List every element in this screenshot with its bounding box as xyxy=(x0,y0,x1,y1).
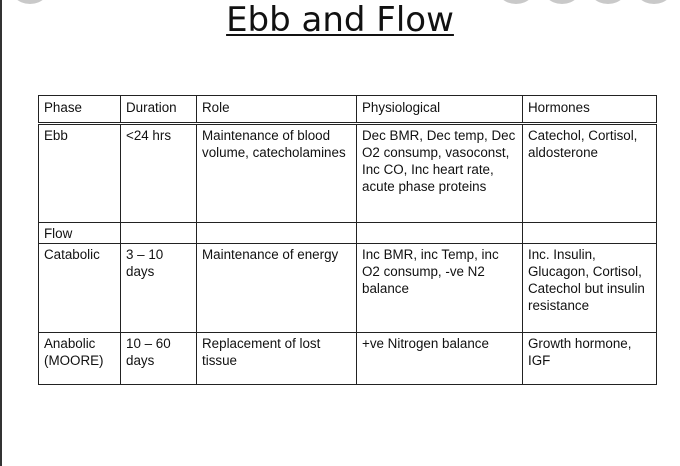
cell-phase: Catabolic xyxy=(39,244,121,333)
cell-role: Maintenance of blood volume, catecholamines xyxy=(197,124,357,223)
cell-hormones: Inc. Insulin, Glucagon, Cortisol, Catechol but insulin resistance xyxy=(523,244,657,333)
cell-role: Replacement of lost tissue xyxy=(197,333,357,385)
header-phase: Phase xyxy=(39,96,121,124)
header-duration: Duration xyxy=(121,96,197,124)
header-role: Role xyxy=(197,96,357,124)
cell-role: Maintenance of energy xyxy=(197,244,357,333)
cell-hormones: Growth hormone, IGF xyxy=(523,333,657,385)
ebb-flow-table xyxy=(38,95,657,385)
slide-title: Ebb and Flow xyxy=(226,0,454,40)
cell-hormones: Catechol, Cortisol, aldosterone xyxy=(523,124,657,223)
cell-hormones xyxy=(523,223,657,244)
table-row xyxy=(39,333,657,385)
cell-physiological: Dec BMR, Dec temp, Dec O2 consump, vasoconst, Inc CO, Inc heart rate, acute phase proteins xyxy=(357,124,523,223)
cell-phase: Anabolic (MOORE) xyxy=(39,333,121,385)
table-row xyxy=(39,244,657,333)
cell-phase: Ebb xyxy=(39,124,121,223)
cell-role xyxy=(197,223,357,244)
cell-physiological: +ve Nitrogen balance xyxy=(357,333,523,385)
header-physiological: Physiological xyxy=(357,96,523,124)
table-row xyxy=(39,124,657,223)
cell-physiological xyxy=(357,223,523,244)
cell-physiological: Inc BMR, inc Temp, inc O2 consump, -ve N2 balance xyxy=(357,244,523,333)
cell-duration: 3 – 10 days xyxy=(121,244,197,333)
cell-duration: 10 – 60 days xyxy=(121,333,197,385)
frame-left-edge xyxy=(0,0,2,466)
table-header-row xyxy=(39,96,657,124)
cell-duration xyxy=(121,223,197,244)
cell-duration: <24 hrs xyxy=(121,124,197,223)
header-hormones: Hormones xyxy=(523,96,657,124)
cell-phase: Flow xyxy=(39,223,121,244)
table-row xyxy=(39,223,657,244)
